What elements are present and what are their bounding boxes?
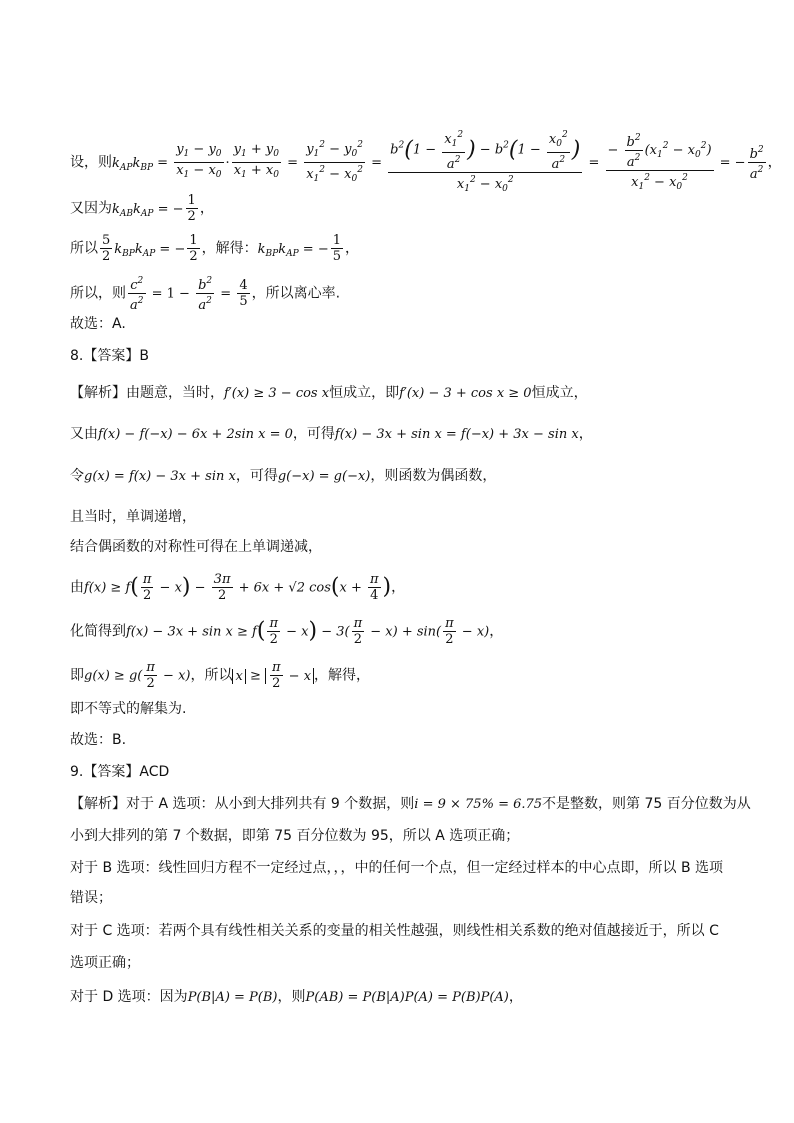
text-segment: 又由 (70, 426, 98, 442)
fraction: $\frac{1}{2}$ (187, 193, 196, 224)
q8-line-6: 由f(x) ≥ f( $\frac{\pi}{2}$ − x) − $\frac{3\pi}{2}$ + 6x + √2 cos(x + $\frac{\pi}{4}$ )， (70, 572, 406, 603)
fraction: $\frac{\pi}{2}$ (445, 616, 454, 647)
text-segment: ， (391, 579, 406, 596)
text-segment: ， (578, 426, 593, 442)
q9-line-4: 错误； (70, 890, 112, 906)
q8-line-9: 即不等式的解集为. (70, 701, 187, 717)
text-segment: 化简得到 (70, 623, 126, 640)
text-segment: ， (489, 623, 504, 640)
formula: f′(x) − 3 + cos x ≥ 0 (399, 386, 532, 401)
q9-line-1 (70, 794, 751, 815)
text-segment: ，可得 (292, 426, 335, 442)
formula: f(x) − 3x + sin x = f(−x) + 3x − sin x (334, 427, 579, 442)
formula: $k_{BP}k_{AP}$ = − (257, 241, 329, 259)
derivation-line-2 (70, 193, 214, 224)
text-segment: ，解得， (314, 667, 371, 684)
text-segment: ， (767, 154, 782, 171)
fraction: $\frac{b^2}{a^2}$ (749, 145, 764, 182)
text-segment: ， (345, 240, 359, 257)
q8-line-3 (70, 466, 496, 487)
text-segment: 设，则 (70, 154, 112, 171)
text-segment: ， (508, 989, 523, 1005)
derivation-line-1: 设，则$k_{AP}k_{BP}$ = $\frac{y_1 - y_0}{x_1 - x_0}$ · $\frac{y_1 + y_0}{x_1 + x_0}$ = $\frac{y_1^2 - y_0^2}{x_1^2 - x_0^2}$ = $b^2(1$ − $\frac{x_1^2}{a^2}$ ) − $b^2(1$ − $\frac{x_0^2}{a^2}$ ) $x_1^2 - x_0^2$ = − $\frac{b^2}{a^2}$ $(x_1^2 - x_0^2)$ $x_1^2 - x_0^2$ = − $\frac{b^2}{a^2}$ ， (70, 128, 782, 197)
text-segment: ，则 (277, 989, 306, 1005)
formula: P(B|A) = P(B) (187, 990, 278, 1005)
formula: $\frac{\pi}{2}$ − x (265, 668, 314, 684)
fraction: $\frac{y_1 - y_0}{x_1 - x_0}$ (176, 142, 222, 180)
text-segment: ， (199, 200, 214, 217)
text-segment: 不是整数，则第 75 百分位数为从 (542, 796, 751, 812)
text-segment: 令 (70, 468, 84, 484)
formula: g(−x) = g(−x) (277, 469, 371, 484)
q9-line-3: 对于 B 选项：线性回归方程不一定经过点，，，中的任何一个点，但一定经过样本的中心点即，所以 B 选项 (70, 860, 724, 876)
q9-line-2: 小到大排列的第 7 个数据，即第 75 百分位数为 95，所以 A 选项正确； (70, 828, 520, 844)
text-segment: 由 (70, 579, 84, 596)
formula: f(x) ≥ f (84, 580, 131, 596)
text-segment: 恒成立， (531, 385, 588, 401)
fraction: $\frac{\pi}{4}$ (369, 572, 379, 603)
answer-line: 故选：A. (70, 316, 126, 332)
q8-line-4: 且当时，单调递增， (70, 509, 196, 525)
text-segment: 即 (70, 667, 84, 684)
q9-line-7 (70, 987, 523, 1008)
q9-line-5: 对于 C 选项：若两个具有线性相关关系的变量的相关性越强，则线性相关系数的绝对值越接近于，所以 C (70, 923, 719, 939)
fraction: $\frac{b^2}{a^2}$ (198, 276, 213, 313)
q8-heading: 8.【答案】B (70, 348, 149, 364)
fraction: $\frac{4}{5}$ (239, 278, 248, 309)
text-segment: 又因为 (70, 200, 112, 217)
formula: g(x) ≥ g( (84, 668, 143, 684)
text-segment: 【解析】由题意，当时， (70, 385, 224, 401)
derivation-line-4: 所以，则 $\frac{c^2}{a^2}$ = 1 − $\frac{b^2}{a^2}$ = $\frac{4}{5}$ ，所以离心率. (70, 276, 341, 313)
q8-line-8: 即g(x) ≥ g( $\frac{\pi}{2}$ − x)，所以 x ≥ $\frac{\pi}{2}$ − x ，解得， (70, 660, 371, 691)
text-segment: 对于 D 选项：因为 (70, 989, 188, 1005)
fraction: $\frac{1}{5}$ (332, 233, 341, 264)
formula: g(x) = f(x) − 3x + sin x (84, 469, 236, 484)
fraction: $\frac{\pi}{2}$ (146, 660, 155, 691)
derivation-line-3 (70, 233, 359, 264)
formula: $k_{AB}k_{AP}$ = − (112, 201, 184, 219)
fraction: $\frac{\pi}{2}$ (353, 616, 363, 647)
text-segment: 所以 (70, 240, 98, 257)
formula: f(x) − f(−x) − 6x + 2sin x = 0 (98, 427, 293, 442)
formula: P(AB) = P(B|A)P(A) = P(B)P(A) (305, 990, 509, 1005)
text-segment: ，解得： (201, 240, 258, 257)
q8-line-10: 故选：B. (70, 732, 127, 748)
formula: $k_{BP}k_{AP}$ = − (114, 241, 186, 259)
text-segment: ，则函数为偶函数， (370, 468, 497, 484)
text-segment: ，可得 (235, 468, 278, 484)
text-segment: 【解析】对于 A 选项：从小到大排列共有 9 个数据，则 (70, 796, 415, 812)
fraction: $\frac{\pi}{2}$ (142, 572, 152, 603)
q9-heading: 9.【答案】ACD (70, 764, 170, 780)
fraction: $\frac{5}{2}$ (102, 233, 111, 264)
fraction: $\frac{y_1 + y_0}{x_1 + x_0}$ (233, 142, 280, 180)
formula-slope-product: $k_{AP}k_{BP}$ (112, 155, 154, 173)
text-segment: 恒成立，即 (329, 385, 400, 401)
fraction: $\frac{c^2}{a^2}$ (130, 276, 144, 313)
fraction: $\frac{1}{2}$ (189, 233, 198, 264)
fraction: $\frac{y_1^2 - y_0^2}{x_1^2 - x_0^2}$ (306, 140, 363, 184)
formula: f(x) − 3x + sin x ≥ f (126, 624, 257, 640)
formula: f′(x) ≥ 3 − cos x (224, 386, 330, 401)
fraction: $\frac{\pi}{2}$ (269, 616, 278, 647)
q8-line-2 (70, 424, 593, 445)
text-segment: ，所以 (190, 667, 233, 684)
text-segment: 所以，则 (70, 285, 126, 302)
formula: i = 9 × 75% = 6.75 (414, 797, 543, 812)
fraction: − $\frac{b^2}{a^2}$ $(x_1^2 - x_0^2)$ $x_1^2 - x_0^2$ (607, 132, 712, 192)
q8-line-1 (70, 383, 588, 404)
text-segment: ，所以离心率. (251, 285, 341, 302)
q8-line-7: 化简得到f(x) − 3x + sin x ≥ f( $\frac{\pi}{2}$ − x) − 3( $\frac{\pi}{2}$ − x) + sin( $\frac{\pi}{2}$ − x)， (70, 616, 504, 647)
formula: x (232, 669, 245, 684)
fraction: $\frac{3\pi}{2}$ (213, 572, 231, 603)
q8-line-5: 结合偶函数的对称性可得在上单调递减， (70, 539, 322, 555)
fraction: $b^2(1$ − $\frac{x_1^2}{a^2}$ ) − $b^2(1$ − $\frac{x_0^2}{a^2}$ ) $x_1^2 - x_0^2$ (390, 130, 581, 194)
q9-line-6: 选项正确； (70, 955, 140, 971)
